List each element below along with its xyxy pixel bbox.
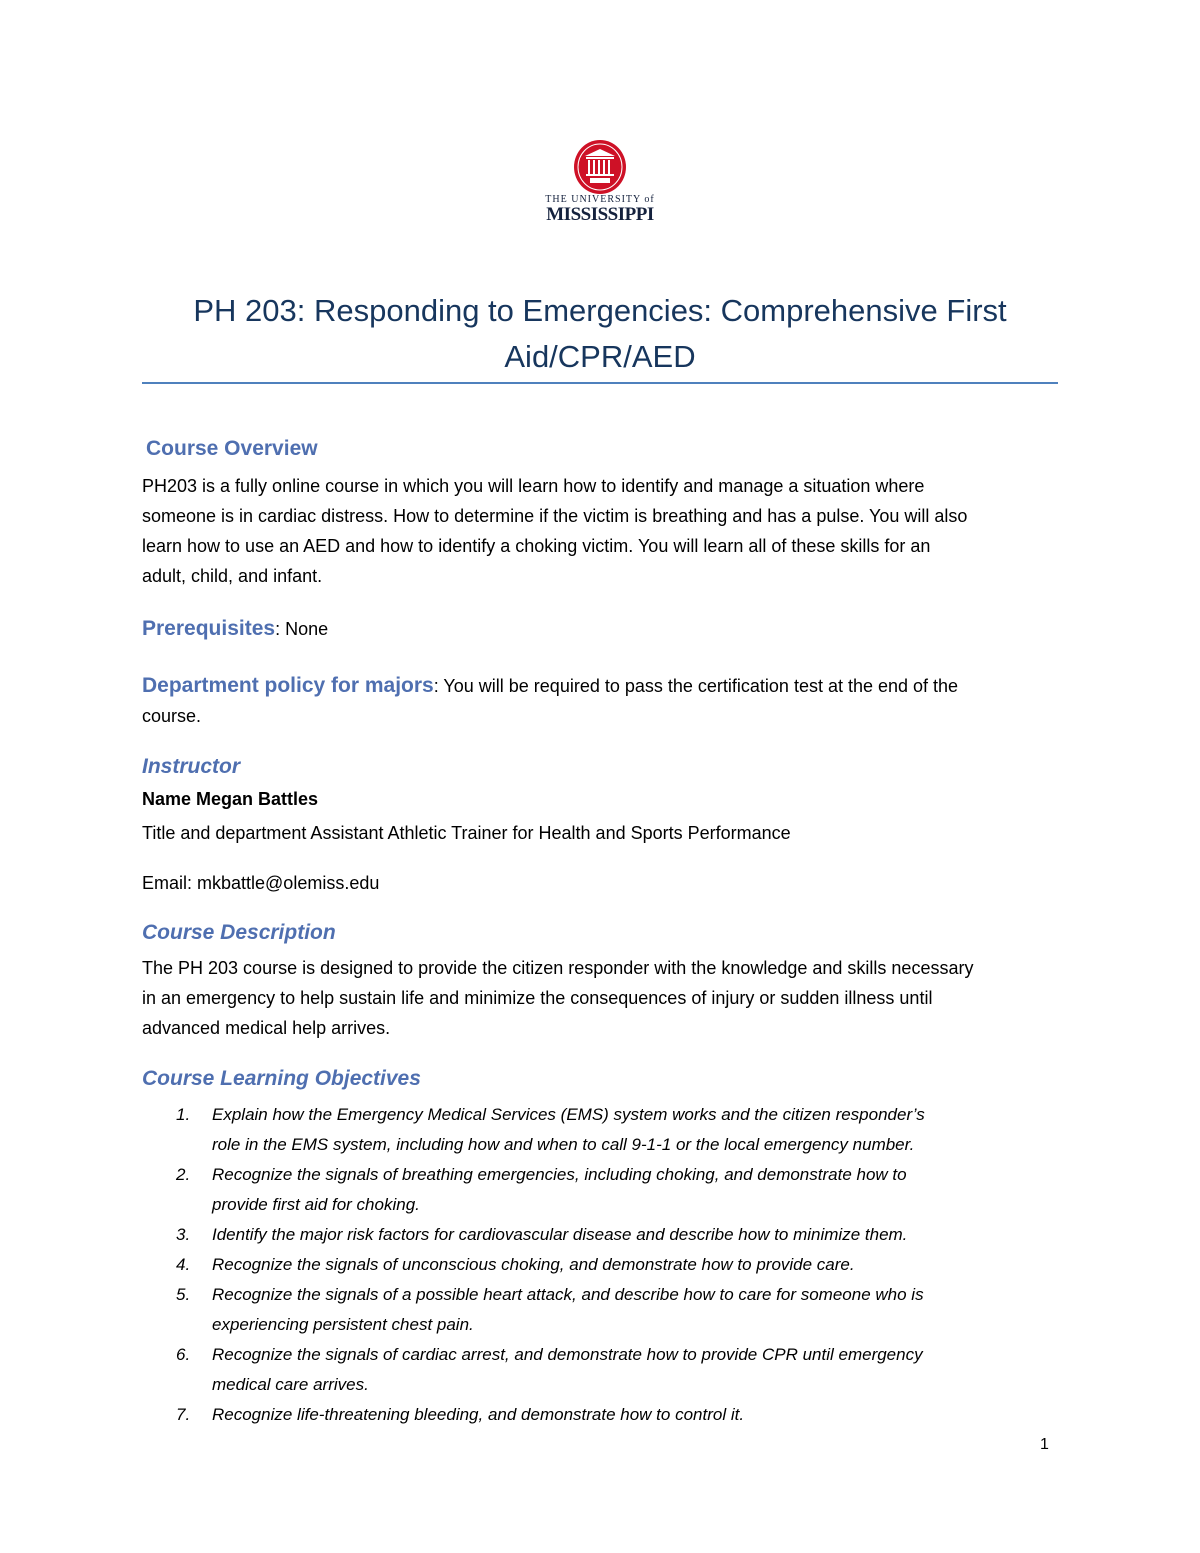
overview-line: someone is in cardiac distress. How to determine if the victim is breathing and has a pulse. You will also — [142, 506, 968, 526]
objective-text: Explain how the Emergency Medical Services (EMS) system works and the citizen responder’s — [212, 1105, 925, 1124]
objective-text: Identify the major risk factors for cardiovascular disease and describe how to minimize them. — [212, 1225, 908, 1244]
description-line: The PH 203 course is designed to provide the citizen responder with the knowledge and skills necessary — [142, 958, 974, 978]
logo-wordmark-main: MISSISSIPPI — [546, 204, 654, 225]
objective-text: Recognize the signals of cardiac arrest, and demonstrate how to provide CPR until emergency — [212, 1345, 923, 1364]
instructor-title: Title and department Assistant Athletic Trainer for Health and Sports Performance — [142, 823, 791, 843]
objective-text: Recognize the signals of a possible heart attack, and describe how to care for someone who is — [212, 1285, 924, 1304]
objective-number: 7. — [176, 1405, 191, 1424]
instructor-email: Email: mkbattle@olemiss.edu — [142, 873, 380, 893]
page-number: 1 — [1040, 1436, 1049, 1453]
course-description-heading: Course Description — [142, 921, 336, 944]
objective-text-cont: medical care arrives. — [212, 1375, 369, 1394]
objective-number: 4. — [176, 1255, 191, 1274]
instructor-name: Name Megan Battles — [142, 789, 319, 809]
prerequisites-value: : None — [275, 619, 329, 639]
objective-number: 3. — [176, 1225, 191, 1244]
title-line-1: PH 203: Responding to Emergencies: Comprehensive First — [193, 293, 1007, 328]
objective-number: 1. — [176, 1105, 191, 1124]
course-description-text — [142, 953, 1058, 1043]
objective-text: Recognize the signals of unconscious choking, and demonstrate how to provide care. — [212, 1255, 855, 1274]
objective-number: 2. — [176, 1165, 191, 1184]
objective-item — [142, 1220, 1058, 1250]
logo-wordmark-top: THE UNIVERSITY of — [545, 194, 655, 205]
policy-label: Department policy for majors — [142, 674, 434, 697]
policy-text: : You will be required to pass the certification test at the end of the — [433, 676, 959, 696]
prerequisites — [142, 614, 1058, 644]
overview-line: PH203 is a fully online course in which you will learn how to identify and manage a situation where — [142, 476, 925, 496]
objective-item — [142, 1250, 1058, 1280]
objective-number: 5. — [176, 1285, 191, 1304]
objective-item — [142, 1340, 1058, 1400]
description-line: in an emergency to help sustain life and minimize the consequences of injury or sudden illness until — [142, 988, 933, 1008]
policy-text-cont: course. — [142, 706, 202, 726]
objective-text: Recognize life-threatening bleeding, and demonstrate how to control it. — [212, 1405, 745, 1424]
objective-item — [142, 1400, 1058, 1430]
objective-text-cont: experiencing persistent chest pain. — [212, 1315, 474, 1334]
objective-item — [142, 1280, 1058, 1340]
university-logo — [540, 140, 660, 232]
learning-objectives-list — [142, 1100, 1058, 1430]
department-policy — [142, 671, 1058, 731]
course-overview-text — [142, 471, 1058, 591]
overview-line: adult, child, and infant. — [142, 566, 323, 586]
objective-text: Recognize the signals of breathing emergencies, including choking, and demonstrate how to — [212, 1165, 907, 1184]
title-line-2: Aid/CPR/AED — [504, 339, 696, 374]
prerequisites-label: Prerequisites — [142, 617, 276, 640]
title-divider — [142, 382, 1058, 384]
overview-line: learn how to use an AED and how to identify a choking victim. You will learn all of these skills for an — [142, 536, 931, 556]
objective-item — [142, 1160, 1058, 1220]
objective-number: 6. — [176, 1345, 191, 1364]
instructor-heading: Instructor — [142, 755, 241, 778]
description-line: advanced medical help arrives. — [142, 1018, 391, 1038]
learning-objectives-heading: Course Learning Objectives — [142, 1067, 421, 1090]
objective-text-cont: provide first aid for choking. — [212, 1195, 420, 1214]
document-title — [142, 288, 1058, 380]
objective-text-cont: role in the EMS system, including how and when to call 9-1-1 or the local emergency number. — [212, 1135, 915, 1154]
course-overview-heading: Course Overview — [146, 437, 318, 460]
objective-item — [142, 1100, 1058, 1160]
